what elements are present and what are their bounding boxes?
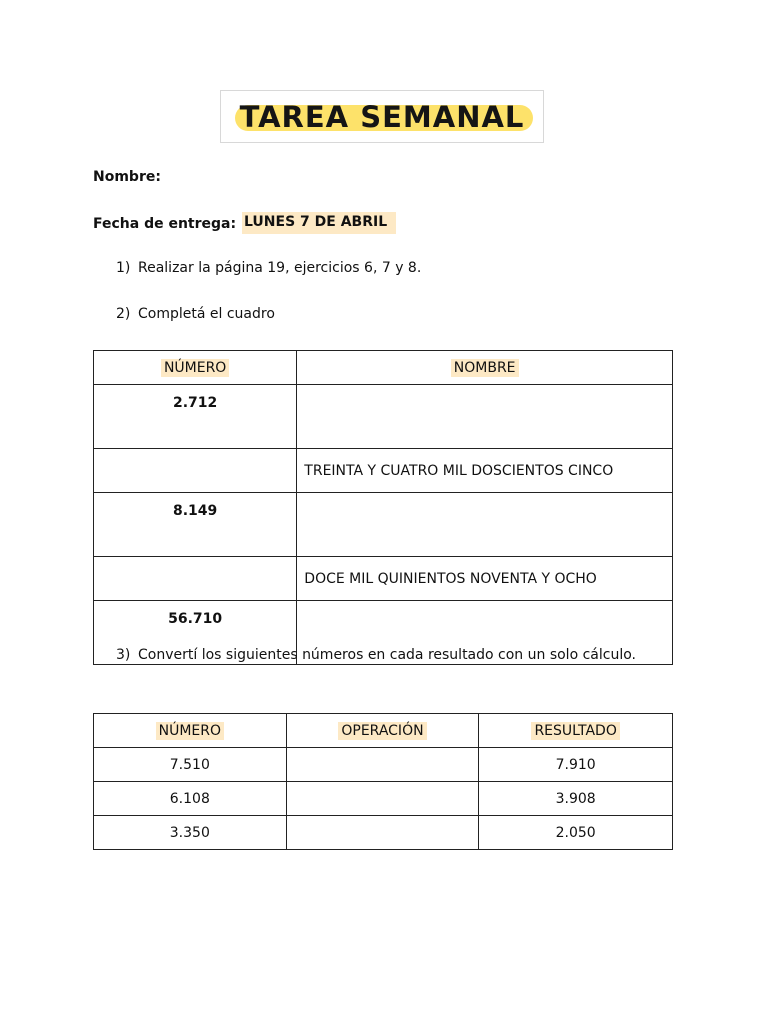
numero-cell: 7.510 [94,748,287,782]
list-item [116,647,636,663]
header-cell [94,351,297,385]
numero-cell [94,557,297,601]
item-number: 2) [116,306,131,322]
numero-cell [94,449,297,493]
table-row [94,816,673,850]
item-number: 3) [116,647,131,663]
operacion-cell [286,782,479,816]
operacion-cell [286,748,479,782]
name-label: Nombre: [93,169,161,185]
due-date-label: Fecha de entrega: [93,216,237,232]
table-header-row [94,714,673,748]
header-numero: NÚMERO [161,359,229,377]
nombre-cell: TREINTA Y CUATRO MIL DOSCIENTOS CINCO [297,449,673,493]
table-row [94,493,673,557]
numero-cell: 6.108 [94,782,287,816]
numero-cell: 3.350 [94,816,287,850]
header-operacion: OPERACIÓN [338,722,426,740]
header-cell [286,714,479,748]
title-banner [220,90,544,143]
item-text: Convertí los siguientes números en cada resultado con un solo cálculo. [138,647,636,663]
item-number: 1) [116,260,131,276]
table-row [94,748,673,782]
header-numero: NÚMERO [156,722,224,740]
header-resultado: RESULTADO [531,722,619,740]
table-row [94,782,673,816]
resultado-cell: 7.910 [479,748,673,782]
header-cell [94,714,287,748]
header-cell [297,351,673,385]
numero-cell: 8.149 [94,493,297,557]
nombre-cell [297,385,673,449]
numero-cell: 56.710 [94,601,297,665]
operacion-cell [286,816,479,850]
table-row [94,449,673,493]
resultado-cell: 2.050 [479,816,673,850]
resultado-cell: 3.908 [479,782,673,816]
table-row [94,385,673,449]
header-cell [479,714,673,748]
list-item [116,260,421,276]
numero-cell: 2.712 [94,385,297,449]
table-header-row [94,351,673,385]
conversion-table [93,713,673,850]
nombre-cell: DOCE MIL QUINIENTOS NOVENTA Y OCHO [297,557,673,601]
numbers-names-table [93,350,673,665]
due-date-value: LUNES 7 DE ABRIL [244,214,388,230]
table-row [94,557,673,601]
page-title: TAREA SEMANAL [239,100,525,134]
item-text: Completá el cuadro [138,306,275,322]
list-item [116,306,275,322]
header-nombre: NOMBRE [451,359,519,377]
item-text: Realizar la página 19, ejercicios 6, 7 y 8. [138,260,422,276]
nombre-cell [297,493,673,557]
